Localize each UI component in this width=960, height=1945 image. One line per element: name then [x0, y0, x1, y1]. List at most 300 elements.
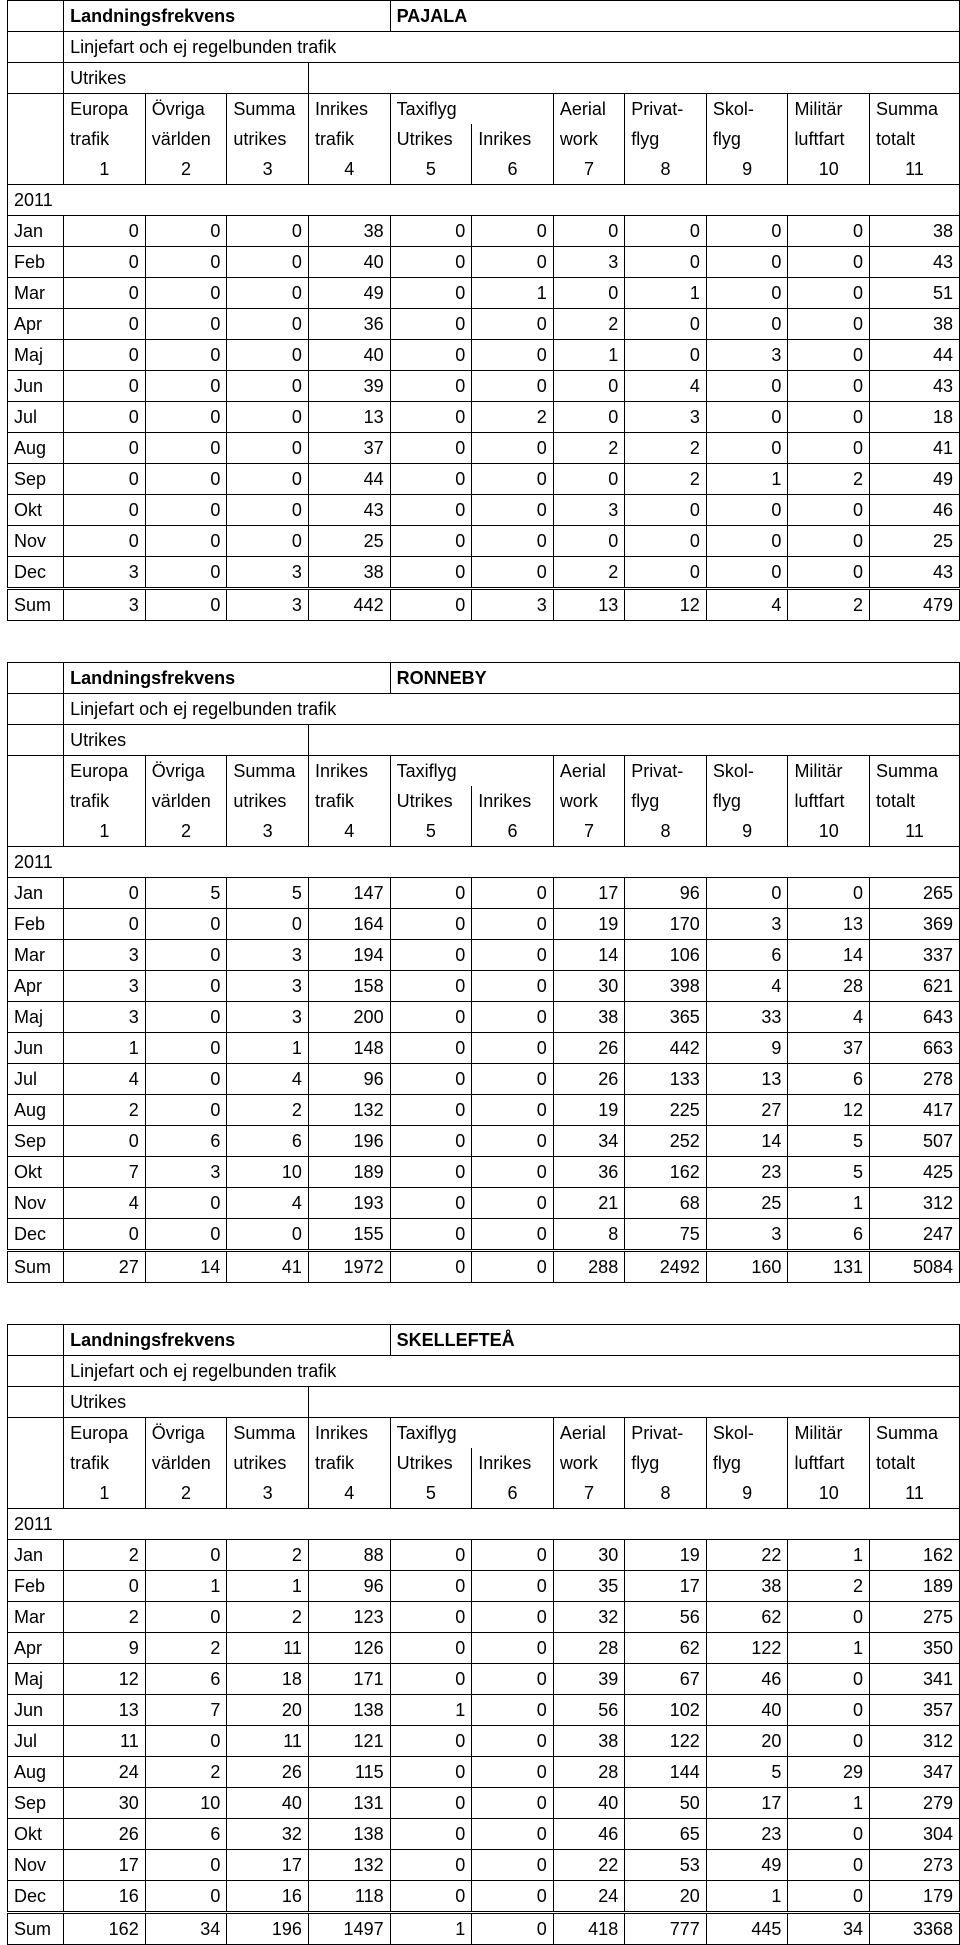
data-cell: 0: [788, 495, 870, 526]
column-header: Utrikes: [390, 124, 472, 154]
data-cell: 1: [553, 340, 624, 371]
data-cell: 35: [553, 1571, 624, 1602]
utrikes-label: Utrikes: [64, 1387, 309, 1418]
data-cell: 39: [553, 1664, 624, 1695]
data-cell: 252: [625, 1126, 707, 1157]
data-cell: 0: [625, 216, 707, 247]
column-header: utrikes: [227, 124, 309, 154]
row-label-cell: [8, 663, 64, 694]
data-cell: 0: [625, 495, 707, 526]
data-cell: 0: [788, 526, 870, 557]
data-cell: 10: [227, 1157, 309, 1188]
data-cell: 0: [472, 1219, 554, 1251]
column-header: Summa: [870, 94, 960, 125]
data-cell: 50: [625, 1788, 707, 1819]
data-cell: 20: [625, 1881, 707, 1913]
data-cell: 28: [553, 1757, 624, 1788]
sum-cell: 445: [706, 1913, 788, 1945]
data-cell: 30: [553, 971, 624, 1002]
data-cell: 0: [553, 402, 624, 433]
data-cell: 46: [706, 1664, 788, 1695]
column-header: Övriga: [145, 94, 227, 125]
data-cell: 0: [706, 309, 788, 340]
data-cell: 33: [706, 1002, 788, 1033]
data-cell: 11: [227, 1633, 309, 1664]
data-cell: 2: [472, 402, 554, 433]
column-header: Skol-: [706, 1418, 788, 1449]
sum-cell: 12: [625, 589, 707, 621]
data-cell: 53: [625, 1850, 707, 1881]
table-row: [8, 1064, 960, 1095]
table-pajala: [7, 0, 960, 621]
column-header: Taxiflyg: [390, 756, 472, 787]
data-cell: 26: [553, 1033, 624, 1064]
column-header: [472, 94, 554, 125]
data-cell: 0: [472, 1188, 554, 1219]
sum-label: Sum: [8, 1913, 64, 1945]
data-cell: 7: [64, 1157, 146, 1188]
data-cell: 279: [870, 1788, 960, 1819]
data-cell: 0: [227, 278, 309, 309]
data-cell: 0: [625, 309, 707, 340]
data-cell: 96: [308, 1571, 390, 1602]
sum-label: Sum: [8, 1251, 64, 1283]
data-cell: 0: [472, 940, 554, 971]
data-cell: 0: [706, 557, 788, 589]
data-cell: 0: [472, 309, 554, 340]
data-cell: 0: [788, 309, 870, 340]
data-cell: 0: [145, 1540, 227, 1571]
sum-cell: 777: [625, 1913, 707, 1945]
data-cell: 3: [64, 557, 146, 589]
column-number: 7: [553, 816, 624, 847]
row-label-cell: [8, 694, 64, 725]
data-cell: 0: [64, 216, 146, 247]
data-cell: 0: [390, 878, 472, 909]
month-label: Okt: [8, 1157, 64, 1188]
title-row: [8, 1325, 960, 1356]
month-label: Jul: [8, 1064, 64, 1095]
data-cell: 0: [145, 557, 227, 589]
data-cell: 0: [390, 909, 472, 940]
column-header: [472, 756, 554, 787]
data-cell: 46: [870, 495, 960, 526]
row-label-cell: [8, 63, 64, 94]
sum-row: [8, 1251, 960, 1283]
data-cell: 0: [472, 971, 554, 1002]
header-row-1: [8, 756, 960, 787]
column-header: [472, 1418, 554, 1449]
data-cell: 123: [308, 1602, 390, 1633]
column-header: trafik: [64, 1448, 146, 1478]
data-cell: 0: [625, 526, 707, 557]
month-label: Nov: [8, 1850, 64, 1881]
data-cell: 0: [390, 1157, 472, 1188]
title-row: [8, 1, 960, 32]
data-cell: 38: [308, 216, 390, 247]
column-header: Summa: [870, 1418, 960, 1449]
data-cell: 12: [788, 1095, 870, 1126]
data-cell: 5: [145, 878, 227, 909]
column-number-row: [8, 154, 960, 185]
table-row: [8, 1033, 960, 1064]
data-cell: 9: [706, 1033, 788, 1064]
table-title: Landningsfrekvens: [64, 1, 390, 32]
row-label-cell: [8, 94, 64, 125]
data-cell: 62: [625, 1633, 707, 1664]
table-row: [8, 1540, 960, 1571]
data-cell: 0: [145, 1064, 227, 1095]
subtitle-row: [8, 1356, 960, 1387]
data-cell: 357: [870, 1695, 960, 1726]
data-cell: 40: [706, 1695, 788, 1726]
data-cell: 0: [390, 1633, 472, 1664]
data-cell: 46: [553, 1819, 624, 1850]
data-cell: 0: [390, 1095, 472, 1126]
column-number: 4: [308, 154, 390, 185]
month-label: Dec: [8, 1219, 64, 1251]
data-cell: 0: [227, 526, 309, 557]
data-cell: 0: [472, 557, 554, 589]
data-cell: 10: [145, 1788, 227, 1819]
column-header: Inrikes: [472, 124, 554, 154]
data-cell: 88: [308, 1540, 390, 1571]
table-row: [8, 1633, 960, 1664]
data-cell: 3: [553, 495, 624, 526]
column-header: Privat-: [625, 756, 707, 787]
data-cell: 118: [308, 1881, 390, 1913]
data-cell: 0: [472, 216, 554, 247]
data-cell: 20: [706, 1726, 788, 1757]
data-cell: 0: [390, 216, 472, 247]
data-cell: 0: [390, 1664, 472, 1695]
month-label: Jan: [8, 1540, 64, 1571]
data-cell: 3: [625, 402, 707, 433]
data-cell: 14: [706, 1126, 788, 1157]
data-cell: 0: [472, 1633, 554, 1664]
data-cell: 442: [625, 1033, 707, 1064]
data-cell: 0: [788, 1726, 870, 1757]
header-row-1: [8, 94, 960, 125]
data-cell: 5: [227, 878, 309, 909]
data-cell: 0: [472, 1726, 554, 1757]
data-cell: 0: [390, 1757, 472, 1788]
data-cell: 17: [625, 1571, 707, 1602]
data-cell: 16: [64, 1881, 146, 1913]
table-row: [8, 1881, 960, 1913]
data-cell: 0: [390, 309, 472, 340]
data-cell: 0: [788, 216, 870, 247]
data-cell: 0: [390, 1540, 472, 1571]
column-header: trafik: [308, 124, 390, 154]
data-cell: 0: [145, 1850, 227, 1881]
data-cell: 0: [788, 557, 870, 589]
data-cell: 4: [625, 371, 707, 402]
data-cell: 0: [227, 433, 309, 464]
subtitle-row: [8, 694, 960, 725]
column-number: 11: [870, 1478, 960, 1509]
data-cell: 0: [390, 1788, 472, 1819]
data-cell: 75: [625, 1219, 707, 1251]
data-cell: 0: [64, 278, 146, 309]
column-header: utrikes: [227, 1448, 309, 1478]
data-cell: 126: [308, 1633, 390, 1664]
header-row-2: [8, 786, 960, 816]
data-cell: 0: [625, 247, 707, 278]
data-cell: 2: [64, 1095, 146, 1126]
data-cell: 0: [788, 402, 870, 433]
utrikes-row: [8, 63, 960, 94]
data-cell: 179: [870, 1881, 960, 1913]
sum-cell: 3368: [870, 1913, 960, 1945]
data-cell: 68: [625, 1188, 707, 1219]
sum-cell: 479: [870, 589, 960, 621]
data-cell: 22: [706, 1540, 788, 1571]
data-cell: 0: [706, 402, 788, 433]
data-cell: 2: [64, 1602, 146, 1633]
year-label: 2011: [8, 185, 960, 216]
data-cell: 417: [870, 1095, 960, 1126]
data-cell: 2: [553, 557, 624, 589]
data-cell: 133: [625, 1064, 707, 1095]
data-cell: 189: [308, 1157, 390, 1188]
data-cell: 193: [308, 1188, 390, 1219]
column-header: Utrikes: [390, 1448, 472, 1478]
data-cell: 148: [308, 1033, 390, 1064]
month-label: Feb: [8, 1571, 64, 1602]
column-header: trafik: [308, 786, 390, 816]
column-number: 11: [870, 816, 960, 847]
data-cell: 0: [390, 557, 472, 589]
data-cell: 0: [472, 1602, 554, 1633]
data-cell: 17: [553, 878, 624, 909]
data-cell: 6: [788, 1064, 870, 1095]
data-cell: 0: [706, 278, 788, 309]
data-cell: 67: [625, 1664, 707, 1695]
data-cell: 0: [472, 909, 554, 940]
data-cell: 0: [390, 1188, 472, 1219]
data-cell: 0: [145, 1881, 227, 1913]
data-cell: 43: [308, 495, 390, 526]
data-cell: 138: [308, 1819, 390, 1850]
data-cell: 0: [390, 1002, 472, 1033]
data-cell: 1: [472, 278, 554, 309]
table-row: [8, 909, 960, 940]
data-cell: 96: [625, 878, 707, 909]
sum-cell: 3: [472, 589, 554, 621]
data-cell: 21: [553, 1188, 624, 1219]
table-row: [8, 433, 960, 464]
airport-name: PAJALA: [390, 1, 959, 32]
data-cell: 38: [706, 1571, 788, 1602]
column-header: Privat-: [625, 94, 707, 125]
data-cell: 106: [625, 940, 707, 971]
data-cell: 663: [870, 1033, 960, 1064]
data-cell: 0: [145, 1726, 227, 1757]
data-cell: 2: [625, 464, 707, 495]
column-header: flyg: [706, 124, 788, 154]
data-cell: 20: [227, 1695, 309, 1726]
data-cell: 0: [472, 1788, 554, 1819]
data-cell: 0: [472, 1757, 554, 1788]
data-cell: 0: [788, 1664, 870, 1695]
data-cell: 0: [145, 1002, 227, 1033]
data-cell: 17: [706, 1788, 788, 1819]
row-label-cell: [8, 756, 64, 787]
data-cell: 158: [308, 971, 390, 1002]
data-cell: 194: [308, 940, 390, 971]
table-row: [8, 1002, 960, 1033]
column-header: luftfart: [788, 786, 870, 816]
column-header: flyg: [625, 1448, 707, 1478]
data-cell: 0: [788, 1602, 870, 1633]
month-label: Maj: [8, 340, 64, 371]
data-cell: 0: [472, 433, 554, 464]
data-cell: 144: [625, 1757, 707, 1788]
data-cell: 3: [227, 1002, 309, 1033]
column-number: 11: [870, 154, 960, 185]
column-number: 4: [308, 1478, 390, 1509]
data-cell: 0: [64, 247, 146, 278]
table-ronneby: [7, 662, 960, 1283]
data-cell: 0: [390, 433, 472, 464]
month-label: Nov: [8, 1188, 64, 1219]
sum-cell: 160: [706, 1251, 788, 1283]
data-cell: 49: [706, 1850, 788, 1881]
data-cell: 37: [308, 433, 390, 464]
month-label: Jul: [8, 402, 64, 433]
table-row: [8, 1726, 960, 1757]
data-cell: 0: [64, 1571, 146, 1602]
data-cell: 4: [64, 1188, 146, 1219]
sum-cell: 41: [227, 1251, 309, 1283]
header-row-2: [8, 1448, 960, 1478]
data-cell: 1: [227, 1033, 309, 1064]
table-row: [8, 340, 960, 371]
data-cell: 0: [64, 371, 146, 402]
year-row: [8, 185, 960, 216]
row-label-cell: [8, 1478, 64, 1509]
data-cell: 0: [64, 309, 146, 340]
data-cell: 14: [788, 940, 870, 971]
data-cell: 2: [227, 1602, 309, 1633]
column-number: 5: [390, 154, 472, 185]
data-cell: 27: [706, 1095, 788, 1126]
data-cell: 398: [625, 971, 707, 1002]
column-number: 8: [625, 154, 707, 185]
data-cell: 1: [145, 1571, 227, 1602]
table-row: [8, 371, 960, 402]
data-cell: 0: [472, 1126, 554, 1157]
month-label: Aug: [8, 433, 64, 464]
data-cell: 0: [706, 247, 788, 278]
sum-cell: 288: [553, 1251, 624, 1283]
data-cell: 0: [390, 1219, 472, 1251]
column-header: Inrikes: [308, 94, 390, 125]
data-cell: 0: [64, 495, 146, 526]
sum-cell: 418: [553, 1913, 624, 1945]
data-cell: 43: [870, 247, 960, 278]
column-header: Europa: [64, 1418, 146, 1449]
column-header: Inrikes: [308, 756, 390, 787]
table-row: [8, 1819, 960, 1850]
sum-cell: 0: [390, 589, 472, 621]
data-cell: 40: [308, 247, 390, 278]
table-row: [8, 1219, 960, 1251]
table-row: [8, 526, 960, 557]
data-cell: 26: [64, 1819, 146, 1850]
data-cell: 3: [706, 909, 788, 940]
column-number: 3: [227, 154, 309, 185]
data-cell: 1: [706, 464, 788, 495]
data-cell: 0: [390, 495, 472, 526]
table-row: [8, 1571, 960, 1602]
year-label: 2011: [8, 847, 960, 878]
data-cell: 43: [870, 371, 960, 402]
column-header: luftfart: [788, 124, 870, 154]
year-row: [8, 847, 960, 878]
data-cell: 8: [553, 1219, 624, 1251]
column-number: 9: [706, 154, 788, 185]
column-header: världen: [145, 124, 227, 154]
landing-frequency-table: [7, 0, 960, 621]
data-cell: 3: [227, 971, 309, 1002]
month-label: Aug: [8, 1757, 64, 1788]
data-cell: 0: [145, 1602, 227, 1633]
data-cell: 0: [472, 1064, 554, 1095]
column-header: Aerial: [553, 94, 624, 125]
airport-name: RONNEBY: [390, 663, 959, 694]
data-cell: 0: [145, 1033, 227, 1064]
data-cell: 30: [553, 1540, 624, 1571]
column-number: 6: [472, 154, 554, 185]
data-cell: 18: [870, 402, 960, 433]
data-cell: 0: [145, 216, 227, 247]
data-cell: 0: [227, 371, 309, 402]
column-number: 7: [553, 154, 624, 185]
data-cell: 0: [472, 526, 554, 557]
data-cell: 1: [788, 1788, 870, 1819]
data-cell: 25: [706, 1188, 788, 1219]
row-label-cell: [8, 1448, 64, 1478]
column-header: work: [553, 124, 624, 154]
data-cell: 6: [145, 1819, 227, 1850]
data-cell: 17: [64, 1850, 146, 1881]
data-cell: 0: [145, 495, 227, 526]
data-cell: 0: [390, 1726, 472, 1757]
data-cell: 62: [706, 1602, 788, 1633]
data-cell: 38: [308, 557, 390, 589]
table-row: [8, 1188, 960, 1219]
data-cell: 0: [227, 1219, 309, 1251]
year-label: 2011: [8, 1509, 960, 1540]
data-cell: 0: [227, 216, 309, 247]
data-cell: 0: [227, 464, 309, 495]
column-header: totalt: [870, 786, 960, 816]
data-cell: 38: [553, 1726, 624, 1757]
data-cell: 0: [788, 1850, 870, 1881]
column-header: utrikes: [227, 786, 309, 816]
month-label: Jan: [8, 878, 64, 909]
data-cell: 3: [553, 247, 624, 278]
data-cell: 0: [64, 1126, 146, 1157]
data-cell: 115: [308, 1757, 390, 1788]
data-cell: 102: [625, 1695, 707, 1726]
airport-name: SKELLEFTEÅ: [390, 1325, 959, 1356]
data-cell: 1: [625, 278, 707, 309]
data-cell: 13: [788, 909, 870, 940]
sum-cell: 3: [227, 589, 309, 621]
